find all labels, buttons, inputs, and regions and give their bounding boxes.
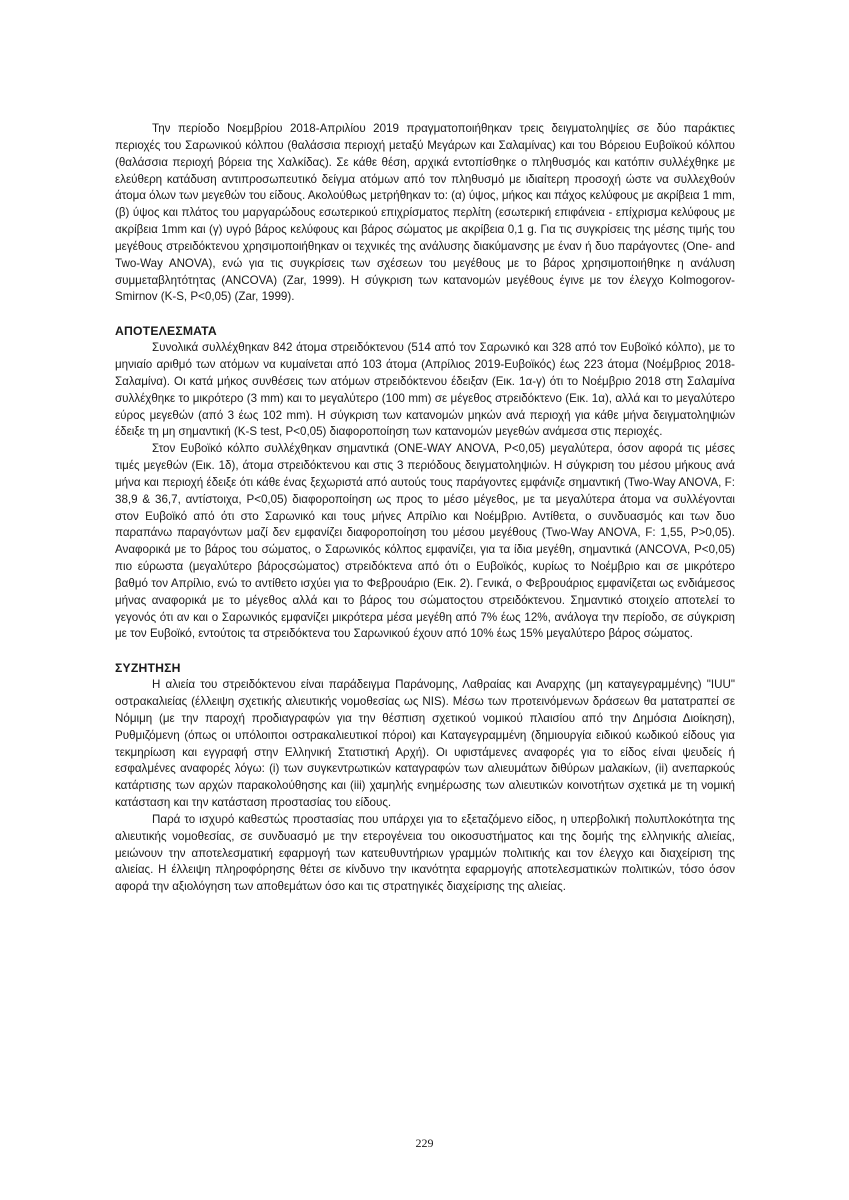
page-number: 229	[415, 1136, 434, 1150]
results-paragraph-2: Στον Ευβοϊκό κόλπο συλλέχθηκαν σημαντικά (ONE-WAY ANOVA, P<0,05) μεγαλύτερα, όσον αφορά τις μέσες τιμές μεγεθών (Εικ. 1δ), άτομα στρειδόκτενου και στις 3 περιόδους δειγματοληψιών. Η σύγκριση του μέσου μήκους ανά μήνα και περιοχή έδειξε ότι κάθε ένας ξεχωριστά από αυτούς τους παράγοντες εμφάνιζε σημαντική (Two-Way ANOVA, F: 38,9 & 36,7, αντίστοιχα, P<0,05) διαφοροποίηση ως προς το μέσο μέγεθος, με τα μεγαλύτερα άτομα να συλλέγονται στον Ευβοϊκό από ότι στο Σαρωνικό και τους μήνες Απρίλιο και Νοέμβριο. Αντίθετα, ο συνδυασμός και των δυο παραπάνω παραγόντων μαζί δεν εμφανίζει διαφοροποίηση του μέσου μεγέθους (Two-Way ANOVA, F: 1,55, P>0,05). Αναφορικά με το βάρος του σώματος, ο Σαρωνικός κόλπος εμφανίζει, για τα ίδια μεγέθη, σημαντικά (ANCOVA, P<0,05) πιο εύρωστα (μεγαλύτερο βάροςσώματος) στρειδόκτενα από ότι ο Ευβοϊκός, κυρίως το Νοέμβριο και σε μικρότερο βαθμό τον Απρίλιο, ενώ το αντίθετο ισχύει για το Φεβρουάριο (Εικ. 2). Γενικά, ο Φεβρουάριος εμφανίζεται ως ενδιάμεσος μήνας αναφορικά με το μέγεθος αλλά και το βάρος του σώματοςτου στρειδόκτενου. Σημαντικό στοιχείο αποτελεί το γεγονός ότι αν και ο Σαρωνικός εμφανίζει μικρότερα μέσα μεγέθη από 7% έως 12%, ανάλογα την περίοδο, σε σύγκριση με τον Ευβοϊκό, εντούτοις τα στρειδόκτενα του Σαρωνικού έχουν από 10% έως 15% μεγαλύτερο βάρος σώματος.	[115, 442, 735, 641]
methods-paragraph: Την περίοδο Νοεμβρίου 2018-Απριλίου 2019 πραγματοποιήθηκαν τρεις δειγματοληψίες σε δύο παράκτιες περιοχές του Σαρωνικού κόλπου (θαλάσσια περιοχή μεταξύ Μεγάρων και Σαλαμίνας) και του Βόρειου Ευβοϊκού κόλπου (θαλάσσια περιοχή βόρεια της Χαλκίδας). Σε κάθε θέση, αρχικά εντοπίσθηκε ο πληθυσμός και κατόπιν συλλέχθηκε με ελεύθερη κατάδυση αντιπροσωπευτικό δείγμα ατόμων από τον πληθυσμό με ιδιαίτερη προσοχή ώστε να συλλεχθούν άτομα όλων των μεγεθών του είδους. Ακολούθως μετρήθηκαν το: (α) ύψος, μήκος και πάχος κελύφους με ακρίβεια 1 mm, (β) ύψος και πλάτος του μαργαρώδους εσωτερικού επιχρίσματος περλίτη (εσωτερική επιφάνεια - επίχρισμα κελύφους με ακρίβεια 1mm και (γ) υγρό βάρος κελύφους και βάρος σώματος με ακρίβεια 0,1 g. Για τις συγκρίσεις της μέσης τιμής του μεγέθους στρειδόκτενου χρησιμοποιήθηκαν οι τεχνικές της ανάλυσης διακύμανσης με έναν ή δυο παράγοντες (One- and Two-Way ANOVA), ενώ για τις συγκρίσεις των σχέσεων του μεγέθους με το βάρος χρησιμοποιήθηκε η ανάλυση συμμεταβλητότητας (ANCOVA) (Zar, 1999). Η σύγκριση των κατανομών μεγέθους έγινε με τον έλεγχο Kolmogorov-Smirnov (K-S, P<0,05) (Zar, 1999).	[115, 122, 735, 304]
discussion-paragraph-2: Παρά το ισχυρό καθεστώς προστασίας που υπάρχει για το εξεταζόμενο είδος, η υπερβολική πολυπλοκότητα της αλιευτικής νομοθεσίας, σε συνδυασμό με την ετερογένεια του οικοσυστήματος και της δομής της ελληνικής αλιείας, μειώνουν την αποτελεσματική εφαρμογή των κατευθυντήριων γραμμών πολιτικής και τον έλεγχο και διαχείριση της αλιείας. Η έλλειψη πληροφόρησης θέτει σε κίνδυνο την ικανότητα εφαρμογής αποτελεσματικών πολιτικών, τόσο όσον αφορά την αξιολόγηση των αποθεμάτων όσο και τις στρατηγικές διαχείρισης της αλιείας.	[115, 812, 735, 894]
results-paragraph-1: Συνολικά συλλέχθηκαν 842 άτομα στρειδόκτενου (514 από τον Σαρωνικό και 328 από τον Ευβοϊκό κόλπο), με το μηνιαίο αριθμό των ατόμων να κυμαίνεται από 103 άτομα (Απρίλιος 2019-Ευβοϊκός) έως 223 άτομα (Νοέμβριος 2018-Σαλαμίνα). Οι κατά μήκος συνθέσεις των ατόμων στρειδόκτενου έδειξαν (Εικ. 1α-γ) ότι το Νοέμβριο 2018 στη Σαλαμίνα συλλέχθηκε το μικρότερο (3 mm) και το μεγαλύτερο (100 mm) σε μέγεθος στρειδόκτενο (Εικ. 1α), αλλά και το μεγαλύτερο εύρος μεγεθών (από 3 έως 102 mm). Η σύγκριση των κατανομών μηκών ανά περιοχή για κάθε μήνα δειγματοληψιών έδειξε τη μη σημαντική (K-S test, P<0,05) διαφοροποίηση των κατανομών μεγεθών ανάμεσα στις περιοχές.	[115, 341, 735, 439]
section-spacer	[115, 306, 735, 323]
section-spacer	[115, 643, 735, 660]
document-page	[115, 121, 735, 896]
results-heading: ΑΠΟΤΕΛΕΣΜΑΤΑ	[115, 324, 217, 339]
discussion-heading: ΣΥΖΗΤΗΣΗ	[115, 661, 181, 676]
discussion-paragraph-1: Η αλιεία του στρειδόκτενου είναι παράδειγμα Παράνομης, Λαθραίας και Αναρχης (μη καταγεγραμμένης) "IUU" οστρακαλιείας (έλλειψη σχετικής αλιευτικής νομοθεσίας ως NIS). Μέσω των προτεινόμενων δράσεων θα ματατραπεί σε Νόμιμη (με την παροχή προδιαγραφών για την θέσπιση σχετικού νομικού πλαισίου από την Δημόσια Διοίκηση), Ρυθμιζόμενη (όπως οι υπόλοιποι οστρακαλιευτικοί πόροι) και Καταγεγραμμένη (δημιουργία ειδικού κωδικού είδους για τεκμηρίωση και εγγραφή στην Ελληνική Στατιστική Αρχή). Οι υφιστάμενες αναφορές για το είδος είναι ψευδείς ή εσφαλμένες αναφορές λόγω: (i) των συγκεντρωτικών καταγραφών των αλιευμάτων διθύρων μαλακίων, (ii) ανεπαρκούς κατάρτισης των αρχών παρακολούθησης και (iii) χαμηλής ενημέρωσης των αλιευτικών κοινοτήτων σχετικά με τη νομική κατάσταση και την κατάσταση προστασίας του είδους.	[115, 678, 735, 810]
